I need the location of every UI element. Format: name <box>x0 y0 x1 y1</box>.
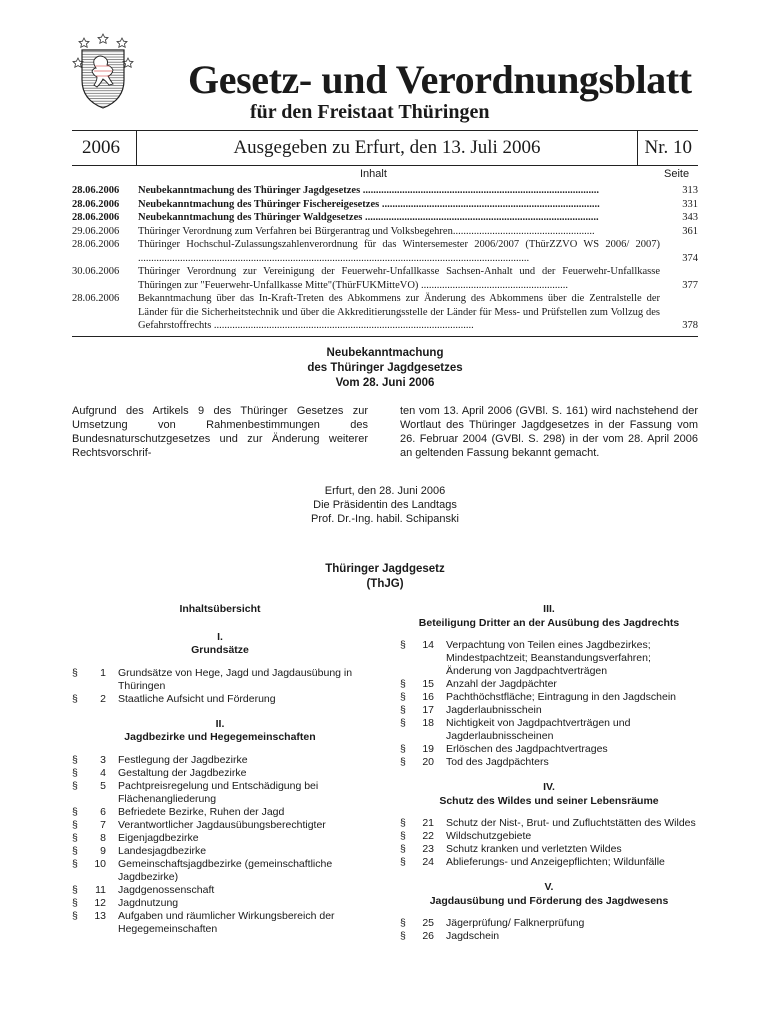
list-item[interactable] <box>72 780 368 806</box>
section-sign: § <box>72 666 78 679</box>
list-item[interactable] <box>400 639 698 678</box>
section-sign: § <box>72 909 78 922</box>
item-number: 18 <box>422 717 434 729</box>
list-item[interactable] <box>72 754 368 767</box>
item-text: Schutz kranken und verletzten Wildes <box>446 843 622 855</box>
section-sign: § <box>72 883 78 896</box>
item-text: Landesjagdbezirke <box>118 844 207 857</box>
item-text: Verpachtung von Teilen eines Jagdbezirkes; Mindestpachtzeit; Beanstandungsverfahren; Änderung von Jagdpachtverträgen <box>446 639 651 677</box>
announcement-body-left: Aufgrund des Artikels 9 des Thüringer Gesetzes zur Umsetzung von Rahmenbestimmungen des Bundesnaturschutzgesetzes und zur Änderung weiterer Rechtsvorschrif- <box>72 405 368 459</box>
item-text: Eigenjagdbezirke <box>118 831 199 844</box>
section-roman: IV. <box>543 781 555 793</box>
section-title: Jagdbezirke und Hegegemeinschaften <box>124 731 316 743</box>
issue-bar <box>72 130 698 166</box>
toc-entry-date: 30.06.2006 <box>72 266 120 277</box>
list-item[interactable] <box>72 884 368 897</box>
toc-entry[interactable] <box>72 225 698 239</box>
item-text: Erlöschen des Jagdpachtvertrages <box>446 743 608 755</box>
toc-entry[interactable] <box>72 238 698 265</box>
item-number: 20 <box>422 756 434 768</box>
item-number: 12 <box>94 896 106 909</box>
section-roman: II. <box>215 717 225 730</box>
toc-entry-page: 378 <box>682 320 698 331</box>
contents-right-column <box>400 603 698 943</box>
item-number: 15 <box>422 678 434 690</box>
item-text: Befriedete Bezirke, Ruhen der Jagd <box>118 805 285 818</box>
toc-entry-date: 28.06.2006 <box>72 239 120 250</box>
item-number: 26 <box>422 930 434 942</box>
toc-entry-date: 28.06.2006 <box>72 212 120 223</box>
list-item[interactable] <box>72 845 368 858</box>
toc-page-label: Seite <box>664 168 690 180</box>
toc-contents-label: Inhalt <box>360 168 387 180</box>
section-sign: § <box>400 691 406 703</box>
section-roman: V. <box>544 881 554 893</box>
overview-label: Inhaltsübersicht <box>179 603 261 615</box>
toc-entry-title: Neubekanntmachung des Thüringer Fischereigesetzes ................................................................................... <box>138 198 600 210</box>
toc-entry-page: 343 <box>682 212 698 223</box>
section-sign: § <box>72 896 78 909</box>
section-sign: § <box>72 692 78 705</box>
item-number: 24 <box>422 856 434 868</box>
law-title-line: Thüringer Jagdgesetz <box>325 563 445 575</box>
list-item[interactable] <box>72 667 368 693</box>
section-sign: § <box>400 639 406 651</box>
item-number: 7 <box>100 818 106 831</box>
toc-entry-page: 361 <box>682 225 698 237</box>
toc-entry[interactable] <box>72 198 698 212</box>
list-item[interactable] <box>400 843 698 856</box>
item-text: Aufgaben und räumlicher Wirkungsbereich der Hegegemeinschaften <box>118 909 335 935</box>
announcement-heading-line: Neubekanntmachung <box>326 347 444 359</box>
toc-entry[interactable] <box>72 211 698 225</box>
item-number: 19 <box>422 743 434 755</box>
item-number: 11 <box>95 883 106 896</box>
section-title: Beteiligung Dritter an der Ausübung des Jagdrechts <box>418 616 680 629</box>
item-text: Pachthöchstfläche; Eintragung in den Jagdschein <box>446 691 676 703</box>
item-text: Jagdschein <box>446 930 500 942</box>
list-item[interactable] <box>72 819 368 832</box>
toc-entry[interactable] <box>72 184 698 198</box>
contents-left-column <box>72 603 368 936</box>
issue-year: 2006 <box>72 131 137 165</box>
item-text: Gestaltung der Jagdbezirke <box>118 766 247 779</box>
item-number: 8 <box>100 831 106 844</box>
section-sign: § <box>400 756 406 768</box>
toc-entry-title: Neubekanntmachung des Thüringer Waldgesetzes ......................................................................................... <box>138 212 599 223</box>
signature-line: Die Präsidentin des Landtags <box>313 499 457 511</box>
signature-line: Erfurt, den 28. Juni 2006 <box>324 485 446 497</box>
gazette-title: Gesetz- und Verordnungsblatt <box>188 57 692 102</box>
section-sign: § <box>72 753 78 766</box>
section-sign: § <box>400 830 406 842</box>
signature-line: Prof. Dr.-Ing. habil. Schipanski <box>311 513 459 525</box>
section-sign: § <box>400 717 406 729</box>
section-sign: § <box>72 844 78 857</box>
toc-entry-date: 28.06.2006 <box>72 198 120 210</box>
item-text: Tod des Jagdpächters <box>446 756 549 768</box>
toc-entry-title: Thüringer Hochschul-Zulassungszahlenverordnung für das Wintersemester 2006/2007 (ThürZZVO WS 2006/ 2007) ..................................................................................................................................................... <box>138 239 660 264</box>
section-sign: § <box>400 930 406 942</box>
item-number: 22 <box>422 830 434 842</box>
item-text: Jägerprüfung/ Falknerprüfung <box>446 917 585 929</box>
announcement-heading-line: Vom 28. Juni 2006 <box>335 377 435 389</box>
item-text: Jagdnutzung <box>118 896 179 909</box>
item-text: Ablieferungs- und Anzeigepflichten; Wildunfälle <box>446 856 665 868</box>
section-sign: § <box>400 817 406 829</box>
gazette-subtitle: für den Freistaat Thüringen <box>250 101 490 123</box>
law-title-line: (ThJG) <box>366 578 404 590</box>
section-sign: § <box>400 843 406 855</box>
section-roman: III. <box>543 603 555 615</box>
toc-entry-title: Neubekanntmachung des Thüringer Jagdgesetzes .......................................................................................... <box>138 185 600 196</box>
item-number: 16 <box>422 691 434 703</box>
section-sign: § <box>400 856 406 868</box>
section-sign: § <box>400 743 406 755</box>
item-number: 6 <box>100 805 106 818</box>
item-number: 14 <box>422 639 434 651</box>
section-sign: § <box>72 766 78 779</box>
list-item[interactable] <box>72 832 368 845</box>
item-number: 13 <box>94 909 106 922</box>
item-text: Festlegung der Jagdbezirke <box>118 753 248 766</box>
toc-entry-page: 377 <box>682 279 698 291</box>
item-number: 25 <box>422 917 434 929</box>
list-item[interactable] <box>400 917 698 930</box>
item-text: Anzahl der Jagdpächter <box>446 678 557 690</box>
toc-entry-page: 374 <box>682 252 698 264</box>
list-item[interactable] <box>400 756 698 769</box>
toc-entry-title: Bekanntmachung über das In-Kraft-Treten des Abkommens zur Änderung des Abkommens über die Zentralstelle der Länder für die Sicherheitstechnik und über die Akkreditierungsstelle der Länder für Mess- und Prüfstellen zum Vollzug des Gefahrstoffrechts ................................................................................................... <box>138 293 660 331</box>
section-title: Schutz des Wildes und seiner Lebensräume <box>439 794 659 807</box>
issue-number: Nr. 10 <box>637 131 698 165</box>
item-text: Schutz der Nist-, Brut- und Zufluchtstätten des Wildes <box>446 817 696 829</box>
table-of-contents <box>72 184 698 337</box>
item-number: 4 <box>100 766 106 779</box>
item-number: 23 <box>422 843 434 855</box>
item-number: 5 <box>100 779 106 792</box>
section-title: Grundsätze <box>191 644 249 656</box>
announcement-body-right: ten vom 13. April 2006 (GVBl. S. 161) wird nachstehend der Wortlaut des Thüringer Jagdgesetzes in der Fassung vom 26. Februar 2004 (GVBl. S. 298) in der vom 28. April 2006 an geltenden Fassung bekannt gemacht. <box>400 405 698 459</box>
section-sign: § <box>72 818 78 831</box>
list-item[interactable] <box>400 717 698 743</box>
thuringia-lion-crest-icon <box>72 30 134 110</box>
list-item[interactable] <box>72 693 368 706</box>
list-item[interactable] <box>72 767 368 780</box>
announcement-heading-line: des Thüringer Jagdgesetzes <box>307 362 463 374</box>
item-text: Staatliche Aufsicht und Förderung <box>118 692 276 705</box>
list-item[interactable] <box>400 930 698 943</box>
item-text: Jagdgenossenschaft <box>118 883 215 896</box>
toc-entry-date: 28.06.2006 <box>72 293 120 304</box>
list-item[interactable] <box>400 830 698 843</box>
section-sign: § <box>400 678 406 690</box>
list-item[interactable] <box>400 704 698 717</box>
section-sign: § <box>400 917 406 929</box>
item-number: 1 <box>100 666 106 679</box>
item-number: 3 <box>100 753 106 766</box>
list-item[interactable] <box>72 897 368 910</box>
section-roman: I. <box>217 630 223 643</box>
section-sign: § <box>400 704 406 716</box>
issue-date: Ausgegeben zu Erfurt, den 13. Juli 2006 <box>233 137 541 158</box>
item-number: 21 <box>422 817 434 829</box>
signature-block <box>72 484 698 526</box>
item-text: Grundsätze von Hege, Jagd und Jagdausübung in Thüringen <box>118 666 353 692</box>
item-text: Jagderlaubnisschein <box>446 704 542 716</box>
toc-entry[interactable] <box>72 265 698 292</box>
toc-entry[interactable] <box>72 292 698 333</box>
toc-entry-date: 29.06.2006 <box>72 225 120 237</box>
section-sign: § <box>72 857 78 870</box>
law-title <box>72 562 698 592</box>
list-item[interactable] <box>400 856 698 869</box>
section-sign: § <box>72 805 78 818</box>
toc-entry-date: 28.06.2006 <box>72 185 120 196</box>
list-item[interactable] <box>400 743 698 756</box>
section-sign: § <box>72 779 78 792</box>
list-item[interactable] <box>72 806 368 819</box>
section-sign: § <box>72 831 78 844</box>
list-item[interactable] <box>400 678 698 691</box>
list-item[interactable] <box>400 691 698 704</box>
announcement-heading <box>72 346 698 391</box>
toc-entry-title: Thüringer Verordnung zur Vereinigung der Feuerwehr-Unfallkasse Sachsen-Anhalt und der Feuerwehr-Unfallkasse Thüringen zur "Feuerwehr-Unfallkasse Mitte"(ThürFUKMitteVO) ........................................................ <box>138 266 660 291</box>
item-text: Wildschutzgebiete <box>446 830 532 842</box>
item-number: 17 <box>422 704 434 716</box>
item-number: 10 <box>94 857 106 870</box>
list-item[interactable] <box>72 910 368 936</box>
item-number: 2 <box>100 692 106 705</box>
toc-entry-page: 331 <box>682 198 698 210</box>
item-text: Pachtpreisregelung und Entschädigung bei Flächenangliederung <box>118 779 319 805</box>
list-item[interactable] <box>400 817 698 830</box>
item-text: Nichtigkeit von Jagdpachtverträgen und Jagderlaubnisscheinen <box>446 717 631 742</box>
section-title: Jagdausübung und Förderung des Jagdwesens <box>429 894 669 907</box>
item-text: Verantwortlicher Jagdausübungsberechtigter <box>118 818 326 831</box>
toc-entry-page: 313 <box>682 185 698 196</box>
item-number: 9 <box>100 844 106 857</box>
toc-entry-title: Thüringer Verordnung zum Verfahren bei Bürgerantrag und Volksbegehren...................................................... <box>138 225 595 237</box>
item-text: Gemeinschaftsjagdbezirke (gemeinschaftliche Jagdbezirke) <box>118 857 333 883</box>
list-item[interactable] <box>72 858 368 884</box>
